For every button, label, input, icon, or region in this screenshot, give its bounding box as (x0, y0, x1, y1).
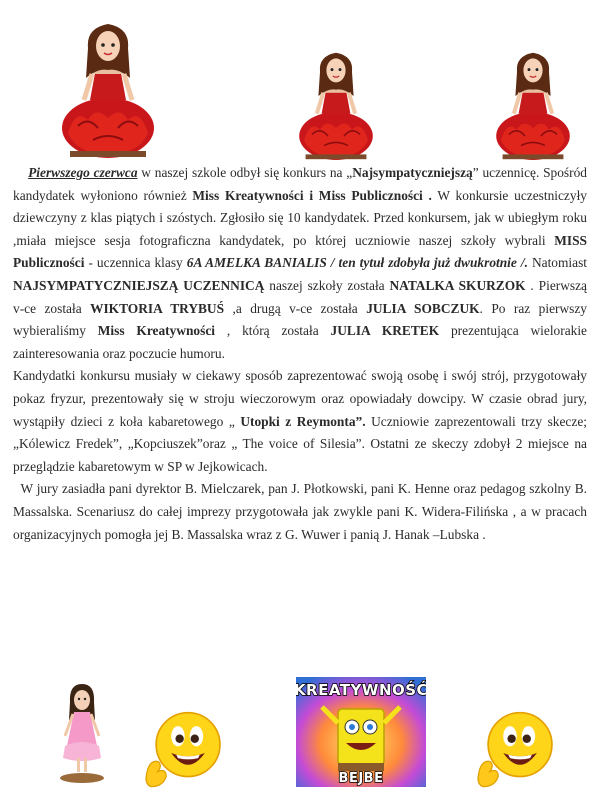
pink-dress-doll-icon (57, 680, 107, 784)
article-text (13, 162, 587, 546)
paragraph-2: Kandydatki konkursu musiały w ciekawy sposób zaprezentować swoją osobę i swój strój, przygotowały pokaz fryzur, prezentowały się w stroju wieczorowym oraz opowiadały dowcipy. W czasie obrad jury, wystąpiły dzieci z koła kabaretowego „ Utopki z Reymonta”. Uczniowie zaprezentowali trzy skecze; „Kólewicz Fredek”, „Kopciuszek”oraz „ The voice of Silesia”. Ostatni ze skeczy zdobył 2 miejsce na przeglądzie kabaretowym w SP w Jejkowicach. (13, 368, 587, 474)
smiley-emoji-icon (138, 706, 228, 790)
red-dress-doll-icon (493, 40, 573, 160)
red-dress-doll-icon (296, 40, 376, 160)
paragraph-1: Pierwszego czerwca w naszej szkole odbył się konkurs na „Najsympatyczniejszą” uczennicę. Spośród kandydatek wyłoniono również Miss Kreatywności i Miss Publiczności . W konkursie uczestniczyły dziewczyny z klas piątych i szóstych. Zgłosiło się 10 kandydatek. Przed konkursem, jak w ubiegłym roku ,miała miejsce sesja fotograficzna kandydatek, po której uczniowie naszej szkoły wybrali MISS Publiczności - uczennica klasy 6A AMELKA BANIALIS / ten tytuł zdobyła już dwukrotnie /. Natomiast NAJSYMPATYCZNIEJSZĄ UCZENNICĄ naszej szkoły została NATALKA SKURZOK . Pierwszą v-ce została WIKTORIA TRYBUŚ ,a drugą v-ce została JULIA SOBCZUK. Po raz pierwszy wybieraliśmy Miss Kreatywności , którą została JULIA KRETEK prezentująca wielorakie zainteresowania oraz poczucie humoru. (13, 165, 588, 361)
red-dress-doll-icon (58, 8, 158, 158)
smiley-emoji-icon (470, 706, 560, 790)
paragraph-3: W jury zasiadła pani dyrektor B. Mielczarek, pan J. Płotkowski, pani K. Henne oraz pedagog szkolny B. Massalska. Scenariusz do całej imprezy przygotowała jak zwykle pani K. Widera-Filińska , a w pracach organizacyjnych pomogła jej B. Massalska wraz z G. Wuwer i panią J. Hanak –Lubska . (13, 481, 587, 542)
spongebob-meme-image (296, 677, 426, 787)
meme-top-caption: KREATYWNOŚĆ (296, 681, 426, 699)
meme-bottom-caption: BEJBE (338, 771, 384, 786)
